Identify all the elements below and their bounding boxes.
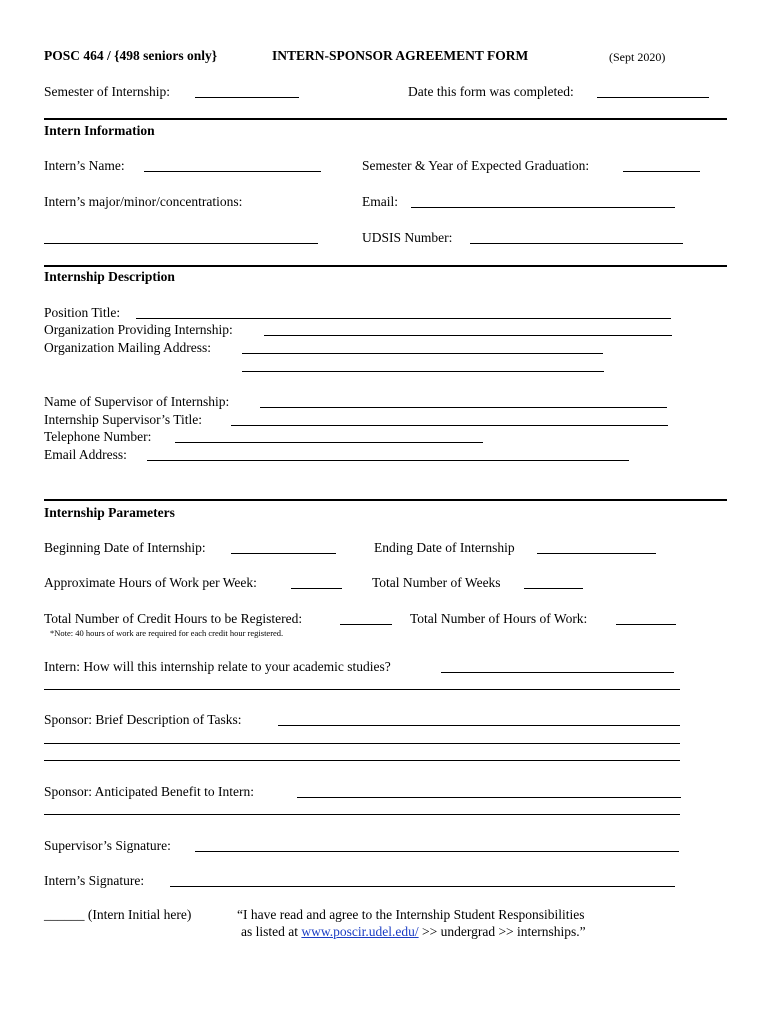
section-divider: [44, 118, 727, 120]
position-label: Position Title:: [44, 305, 121, 320]
tasks-answer-line1[interactable]: [278, 725, 680, 726]
credit-hours-field[interactable]: [340, 624, 392, 625]
agreement-statement-line2: [241, 924, 586, 940]
hours-week-label: Approximate Hours of Work per Week:: [44, 575, 257, 590]
total-weeks-label: Total Number of Weeks: [372, 575, 501, 590]
description-heading: Internship Description: [44, 269, 175, 284]
academic-question-label: Intern: How will this internship relate to your academic studies?: [44, 659, 391, 674]
benefit-answer-line1[interactable]: [297, 797, 681, 798]
hours-week-field[interactable]: [291, 588, 342, 589]
agreement-statement-line1: “I have read and agree to the Internship Student Responsibilities: [237, 907, 585, 922]
form-title: INTERN-SPONSOR AGREEMENT FORM: [272, 48, 529, 63]
graduation-label: Semester & Year of Expected Graduation:: [362, 158, 590, 173]
email-field[interactable]: [411, 207, 675, 208]
course-label: POSC 464 / {498 seniors only}: [44, 48, 218, 63]
benefit-question-label: Sponsor: Anticipated Benefit to Intern:: [44, 784, 254, 799]
section-divider: [44, 499, 727, 501]
end-date-label: Ending Date of Internship: [374, 540, 515, 555]
total-weeks-field[interactable]: [524, 588, 583, 589]
date-completed-label: Date this form was completed:: [408, 84, 574, 99]
mailing-field-line2[interactable]: [242, 371, 604, 372]
form-date-note: (Sept 2020): [609, 50, 666, 64]
udsis-label: UDSIS Number:: [362, 230, 453, 245]
major-field[interactable]: [44, 243, 318, 244]
tasks-answer-line2[interactable]: [44, 743, 680, 744]
intern-initial-field[interactable]: ______ (Intern Initial here): [44, 907, 192, 922]
academic-answer-line1[interactable]: [441, 672, 674, 673]
credit-hours-label: Total Number of Credit Hours to be Registered:: [44, 611, 303, 626]
poscir-link[interactable]: www.poscir.udel.edu/: [301, 924, 419, 939]
udsis-field[interactable]: [470, 243, 683, 244]
supervisor-signature-field[interactable]: [195, 851, 679, 852]
telephone-label: Telephone Number:: [44, 429, 152, 444]
organization-label: Organization Providing Internship:: [44, 322, 233, 337]
agreement-prefix: as listed at: [241, 924, 302, 939]
supervisor-email-field[interactable]: [147, 460, 629, 461]
supervisor-signature-label: Supervisor’s Signature:: [44, 838, 171, 853]
mailing-label: Organization Mailing Address:: [44, 340, 211, 355]
credit-hour-note: *Note: 40 hours of work are required for each credit hour registered.: [50, 628, 284, 638]
graduation-field[interactable]: [623, 171, 700, 172]
supervisor-title-label: Internship Supervisor’s Title:: [44, 412, 203, 427]
tasks-answer-line3[interactable]: [44, 760, 680, 761]
total-hours-label: Total Number of Hours of Work:: [410, 611, 588, 626]
supervisor-name-field[interactable]: [260, 407, 667, 408]
organization-field[interactable]: [264, 335, 672, 336]
date-completed-field[interactable]: [597, 97, 709, 98]
supervisor-title-field[interactable]: [231, 425, 668, 426]
benefit-answer-line2[interactable]: [44, 814, 680, 815]
intern-info-heading: Intern Information: [44, 123, 155, 138]
intern-signature-field[interactable]: [170, 886, 675, 887]
begin-date-field[interactable]: [231, 553, 336, 554]
tasks-question-label: Sponsor: Brief Description of Tasks:: [44, 712, 242, 727]
section-divider: [44, 265, 727, 267]
position-field[interactable]: [136, 318, 671, 319]
supervisor-name-label: Name of Supervisor of Internship:: [44, 394, 230, 409]
agreement-suffix: >> undergrad >> internships.”: [418, 924, 586, 939]
intern-name-label: Intern’s Name:: [44, 158, 125, 173]
intern-name-field[interactable]: [144, 171, 321, 172]
mailing-field[interactable]: [242, 353, 603, 354]
begin-date-label: Beginning Date of Internship:: [44, 540, 206, 555]
intern-signature-label: Intern’s Signature:: [44, 873, 145, 888]
email-label: Email:: [362, 194, 398, 209]
semester-label: Semester of Internship:: [44, 84, 170, 99]
semester-field[interactable]: [195, 97, 299, 98]
parameters-heading: Internship Parameters: [44, 505, 175, 520]
major-label: Intern’s major/minor/concentrations:: [44, 194, 243, 209]
total-hours-field[interactable]: [616, 624, 676, 625]
academic-answer-line2[interactable]: [44, 689, 680, 690]
end-date-field[interactable]: [537, 553, 656, 554]
telephone-field[interactable]: [175, 442, 483, 443]
supervisor-email-label: Email Address:: [44, 447, 127, 462]
